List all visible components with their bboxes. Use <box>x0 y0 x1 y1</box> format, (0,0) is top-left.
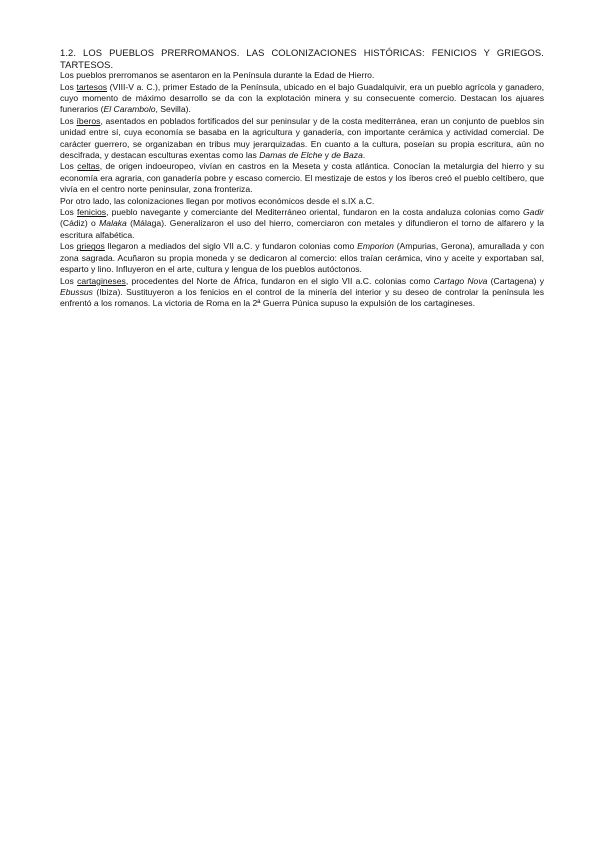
paragraph <box>60 70 544 81</box>
paragraph <box>60 82 544 116</box>
text-run: Los <box>60 275 78 286</box>
italic-term: Emporion <box>357 241 394 252</box>
text-run: , procedentes del Norte de África, fundaron en el siglo VII a.C. colonias como <box>125 275 434 286</box>
italic-term: Gadir <box>522 207 544 218</box>
text-run: Los <box>60 207 77 218</box>
text-run: , asentados en poblados fortificados del sur peninsular y de la costa mediterránea, eran un conjunto de pueblos sin unidad entre sí, cuya economía se basaba en la agricultura y ganadería, con importante cerámica y actividad comercial. De carácter guerrero, se organizaban en tribus muy jerarquizadas. En cuanto a la cultura, poseían su propia escritura, aún no descifrada, y destacan esculturas exentas como las <box>60 115 544 161</box>
underlined-term: fenicios <box>76 207 107 218</box>
text-run: llegaron a mediados del siglo VII a.C. y fundaron colonias como <box>104 241 358 252</box>
text-run: , pueblo navegante y comerciante del Mediterráneo oriental, fundaron en la costa andaluza colonias como <box>106 207 523 218</box>
paragraph <box>60 161 544 195</box>
italic-term: Damas de Elche <box>259 150 323 161</box>
italic-term: El Carambolo <box>103 104 156 115</box>
text-run: (Cartagena) y <box>487 275 545 286</box>
paragraph-list <box>60 70 544 310</box>
text-run: (Málaga). Generalizaron el uso del hierro, comerciaron con metales y difundieron el torno de alfarero y la escritura alfabética. <box>60 218 544 240</box>
underlined-term: cartagineses <box>77 275 126 286</box>
paragraph <box>60 196 544 207</box>
italic-term: Cartago Nova <box>433 275 488 286</box>
text-run: Por otro lado, las colonizaciones llegan por motivos económicos desde el s.IX a.C. <box>60 195 375 206</box>
italic-term: de Baza <box>331 150 363 161</box>
text-run: Los <box>60 161 78 172</box>
italic-term: Ebussus <box>60 286 93 297</box>
text-run: (Ampurias, Gerona), amurallada y con zona sagrada. Acuñaron su propia moneda y se dedicaron al comercio: ellos traían cerámica, vino y aceite y exportaban sal, esparto y lino. Influyeron en el arte, cultura y lengua de los pueblos autóctonos. <box>60 241 544 275</box>
document-body <box>60 47 544 310</box>
text-run: (VIII-V a. C.), primer Estado de la Península, ubicado en el bajo Guadalquivir, era un pueblo agrícola y ganadero, cuyo momento de máximo desarrollo se da con la explotación minera y su consecuente comercio. Destacan los ajuares funerarios ( <box>60 81 544 115</box>
underlined-term: celtas <box>77 161 100 172</box>
text-run: y <box>322 150 332 161</box>
underlined-term: griegos <box>76 241 105 252</box>
paragraph <box>60 241 544 275</box>
text-run: Los pueblos prerromanos se asentaron en la Península durante la Edad de Hierro. <box>60 70 375 81</box>
text-run: (Cádiz) o <box>60 218 100 229</box>
text-run: . <box>362 150 366 161</box>
section-title: 1.2. LOS PUEBLOS PRERROMANOS. LAS COLONIZACIONES HISTÓRICAS: FENICIOS Y GRIEGOS. TARTESOS. <box>60 47 544 70</box>
text-run: Los <box>60 241 77 252</box>
italic-term: Malaka <box>99 218 127 229</box>
text-run: Los <box>60 115 77 126</box>
paragraph <box>60 276 544 310</box>
text-run: , de origen indoeuropeo, vivían en castros en la Meseta y costa atlántica. Conocían la metalurgia del hierro y su economía era agraria, con ganadería pobre y escaso comercio. El mestizaje de estos y los íberos creó el pueblo celtíbero, que vivía en el centro norte peninsular, zona fronteriza. <box>60 161 545 195</box>
paragraph <box>60 207 544 241</box>
underlined-term: tartesos <box>76 81 108 92</box>
text-run: , Sevilla). <box>155 104 191 115</box>
paragraph <box>60 116 544 162</box>
underlined-term: íberos <box>76 115 101 126</box>
text-run: Los <box>60 81 77 92</box>
text-run: (Ibiza). Sustituyeron a los fenicios en el control de la minería del interior y su deseo de controlar la península les enfrentó a los romanos. La victoria de Roma en la 2ª Guerra Púnica supuso la expulsión de los cartagineses. <box>60 286 544 309</box>
